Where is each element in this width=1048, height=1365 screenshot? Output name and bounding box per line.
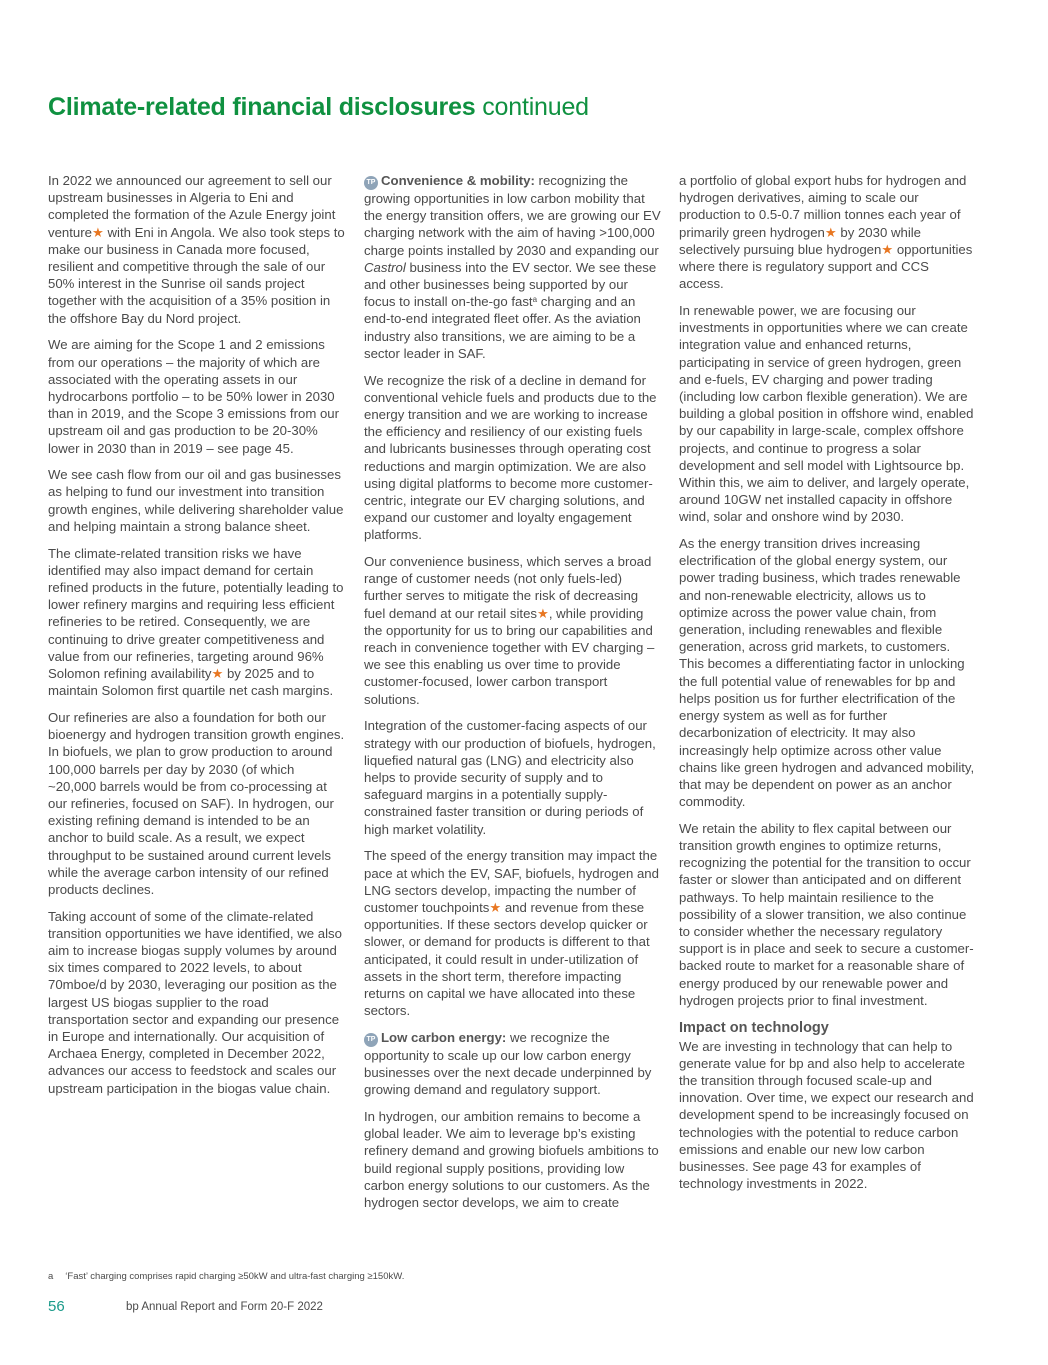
paragraph: In 2022 we announced our agreement to sell our upstream businesses in Algeria to Eni and completed the formation of the Azule Energy joint venture★ with Eni in Angola. We also took steps to make our business in Canada more focused, resilient and competitive through the sale of our 50% interest in the Sunrise oil sands project together with the acquisition of a 35% position in the offshore Bay du Nord project. — [48, 173, 345, 326]
paragraph: As the energy transition drives increasing electrification of the global energy system, our power trading business, which trades renewable and non-renewable electricity, allows us to optimize across the power value chain, from generation, including renewables and flexible generation, across grid markets, to customers. This becomes a differentiating factor in unlocking the full potential value of renewables for bp and helps position us for further electrification of the energy system as well as for further decarbonization of electricity. It may also increasingly help optimize across other value chains like green hydrogen and advanced mobility, that may be dependent on power as an anchor commodity. — [679, 536, 975, 810]
paragraph: Integration of the customer-facing aspects of our strategy with our production of biofuels, hydrogen, liquefied natural gas (LNG) and electricity also helps to provide security of supply and to safeguard margins in a potentially supply-constrained faster transition or during periods of high market volatility. — [364, 718, 656, 837]
tp-badge-icon: TP — [364, 176, 378, 190]
paragraph: TP Low carbon energy: we recognize the opportunity to scale up our low carbon energy businesses over the next decade underpinned by growing demand and regulatory support. — [364, 1029, 652, 1098]
paragraph: We retain the ability to flex capital between our transition growth engines to optimize returns, recognizing the potential for the transition to occur faster or slower than anticipated and on different pathways. To help maintain resilience to the possibility of a slower transition, we also continue to consider whether the necessary regulatory support is in place and seek to secure a customer-backed route to market for a reasonable share of energy produced by our renewable power and hydrogen projects prior to final investment. — [679, 820, 974, 1008]
paragraph: We are investing in technology that can help to generate value for bp and also help to accelerate the transition through focused scale-up and innovation. Over time, we expect our research and development spend to be increasingly focused on technologies with the potential to reduce carbon emissions and enable our new low carbon businesses. See page 43 for examples of technology investments in 2022. — [679, 1038, 974, 1192]
paragraph: Taking account of some of the climate-related transition opportunities we have identified, we also aim to increase biogas supply volumes by around six times compared to 2022 levels, to about 70mboe/d by 2030, leveraging our position as the largest US biogas supplier to the road transportation sector and expanding our presence in Europe and internationally. Our acquisition of Archaea Energy, completed in December 2022, advances our access to feedstock and scales our upstream participation in the biogas value chain. — [48, 908, 342, 1096]
paragraph: The speed of the energy transition may impact the pace at which the EV, SAF, biofuels, hydrogen and LNG sectors develop, impacting the number of customer touchpoints★ and revenue from these opportunities. If these sectors develop quicker or slower, or demand for products is different to that anticipated, it could result in under-utilization of assets in the short term, therefore impacting returns on capital we have allocated into these sectors. — [364, 848, 659, 1019]
paragraph: a portfolio of global export hubs for hydrogen and hydrogen derivatives, aiming to scale our production to 0.5-0.7 million tonnes each year of primarily green hydrogen★ by 2030 while selectively pursuing blue hydrogen★ opportunities where there is regulatory support and CCS access. — [679, 173, 973, 292]
star-icon: ★ — [489, 899, 502, 915]
star-icon: ★ — [537, 605, 549, 621]
page-number: 56 — [48, 1298, 65, 1315]
paragraph: Our refineries are also a foundation for both our bioenergy and hydrogen transition growth engines. In biofuels, we plan to grow production to around 100,000 barrels per day by 2030 (of which ~20,000 barrels would be from co-processing at our refineries, focused on SAF). In hydrogen, our existing refining demand is intended to be an anchor to build scale. As a result, we expect throughput to be sustained around current levels while the average carbon intensity of our refined products declines. — [48, 709, 345, 897]
star-icon: ★ — [881, 241, 894, 257]
paragraph-lead: Low carbon energy: — [381, 1029, 507, 1045]
footnote — [48, 1271, 404, 1283]
paragraph: In renewable power, we are focusing our investments in opportunities where we can create integration value and enhanced returns, participating in service of green hydrogen, green and e-fuels, EV charging and power trading (including low carbon flexible generation). We are building a global position in offshore wind, enabled by our capability in large-scale, complex offshore projects, and continue to progress a solar development and sell model with Lightsource bp. Within this, we aim to deliver, and largely operate, around 10GW net installed capacity in offshore wind, solar and onshore wind by 2030. — [679, 302, 974, 525]
section-heading: Impact on technology — [679, 1019, 829, 1036]
text-column-1 — [48, 172, 346, 1106]
footnote-marker: a — [48, 1271, 54, 1282]
text-column-3 — [679, 172, 977, 1202]
page-title-continued: continued — [482, 93, 589, 121]
paragraph: We recognize the risk of a decline in demand for conventional vehicle fuels and products due to the energy transition and we are working to increase the efficiency and resiliency of our existing fuels and lubricants businesses through operating cost reductions and margin optimization. We are also using digital platforms to become more customer-centric, integrate our EV charging solutions, and expand our customer and loyalty engagement platforms. — [364, 372, 657, 543]
paragraph: We see cash flow from our oil and gas businesses as helping to fund our investment into transition growth engines, while delivering shareholder value and helping maintain a strong balance sheet. — [48, 467, 344, 534]
paragraph: Our convenience business, which serves a broad range of customer needs (not only fuels-led) further serves to mitigate the risk of decreasing fuel demand at our retail sites★, while providing the opportunity for us to bring our capabilities and reach in convenience together with EV charging – we see this enabling us over time to provide customer-focused, lower carbon transport solutions. — [364, 554, 655, 707]
report-title: bp Annual Report and Form 20-F 2022 — [126, 1301, 323, 1313]
star-icon: ★ — [211, 665, 224, 681]
page-title — [48, 92, 589, 122]
paragraph: We are aiming for the Scope 1 and 2 emissions from our operations – the majority of which are associated with the operating assets in our hydrocarbons portfolio – to be 50% lower in 2030 than in 2019, and the Scope 3 emissions from our upstream oil and gas production to be 20-30% lower in 2030 than in 2019 – see page 45. — [48, 337, 340, 456]
footnote-ref: a — [532, 295, 538, 305]
tp-badge-icon: TP — [364, 1033, 378, 1047]
paragraph: The climate-related transition risks we have identified may also impact demand for certain refined products in the future, potentially leading to lower refinery margins and requiring less efficient refineries to be retired. Consequently, we are continuing to drive greater competitiveness and value from our refineries, targeting around 96% Solomon refining availability★ by 2025 and to maintain Solomon first quartile net cash margins. — [48, 545, 344, 699]
star-icon: ★ — [824, 224, 837, 240]
paragraph-lead: Convenience & mobility: — [381, 173, 535, 188]
star-icon: ★ — [92, 224, 104, 240]
page-title-main: Climate-related financial disclosures — [48, 93, 476, 121]
paragraph: TP Convenience & mobility: recognizing the growing opportunities in low carbon mobility that the energy transition offers, we are growing our EV charging network with the aim of having >100,000 charge points installed by 2030 and expanding our Castrol business into the EV sector. We see these and other businesses being supported by our focus to install on-the-go fast$^a$ charging and an end-to-end integrated fleet offer. As the aviation industry also transitions, we are aiming to be a sector leader in SAF. — [364, 173, 661, 361]
text-column-2 — [364, 172, 662, 1221]
paragraph: In hydrogen, our ambition remains to become a global leader. We aim to leverage bp’s existing refinery demand and growing biofuels ambitions to build regional supply positions, providing low carbon energy solutions to our customers. As the hydrogen sector develops, we aim to create — [364, 1108, 659, 1210]
footnote-text: ‘Fast’ charging comprises rapid charging ≥50kW and ultra-fast charging ≥150kW. — [65, 1271, 405, 1282]
